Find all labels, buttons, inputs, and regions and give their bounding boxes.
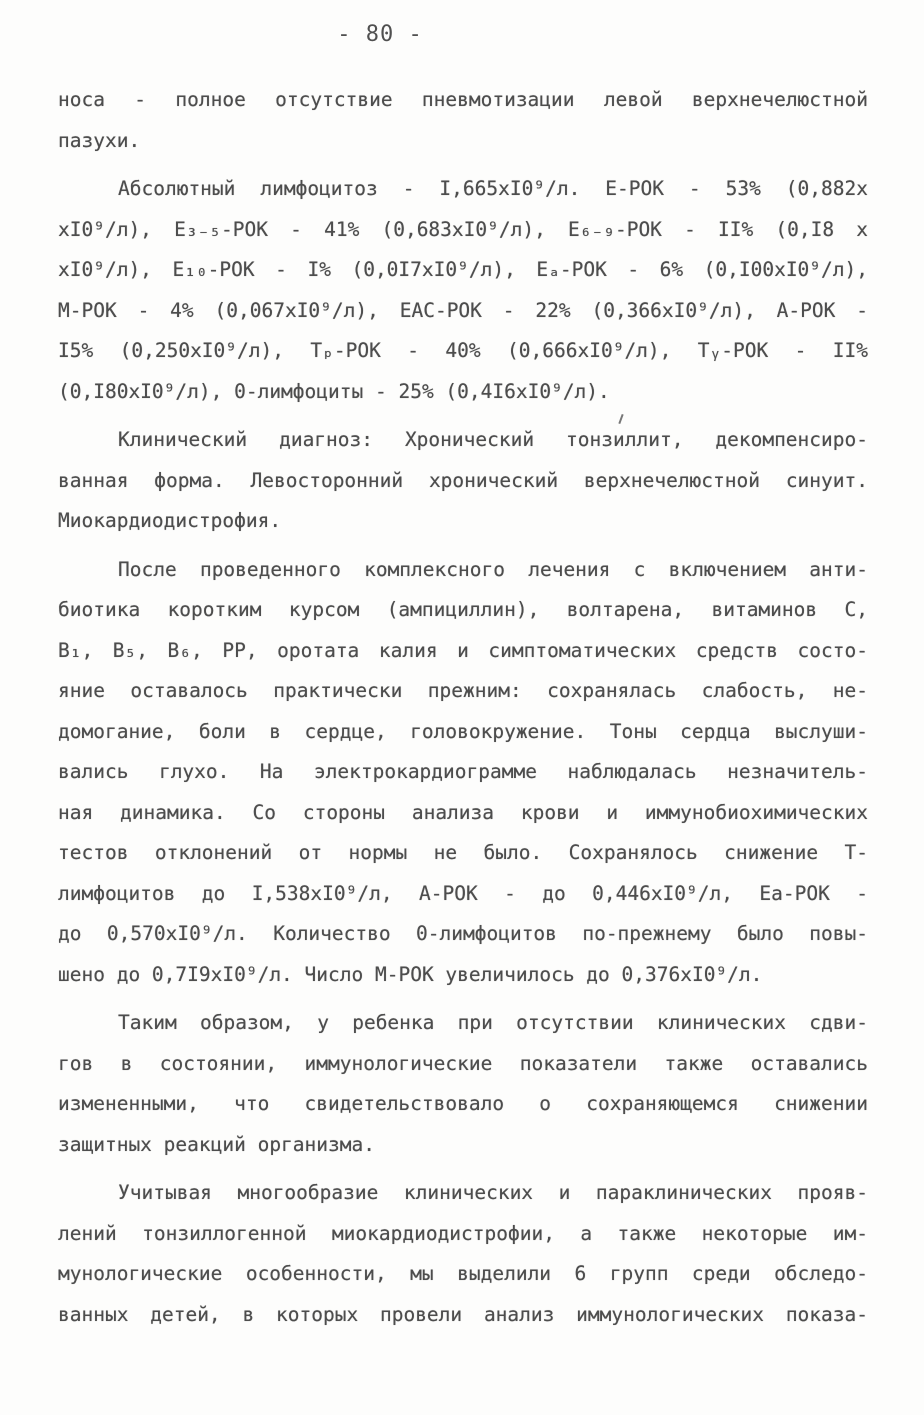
text-line: биотика коротким курсом (ампициллин), волтарена, витаминов С, <box>58 598 868 621</box>
text-line: ванных детей, в которых провели анализ иммунологических показа- <box>58 1302 868 1326</box>
paragraph <box>58 80 868 161</box>
page-number: - 80 - <box>337 22 423 47</box>
paragraph <box>58 1003 868 1165</box>
text-line: измененными, что свидетельствовало о сохраняющемся снижении <box>58 1092 868 1115</box>
paragraph <box>58 550 868 996</box>
text-line: Абсолютный лимфоцитоз - I,665xI0⁹/л. Е-РОК - 53% (0,882x <box>118 177 868 200</box>
text-line: xI0⁹/л), Е₁₀-РОК - I% (0,0I7xI0⁹/л), Еₐ-РОК - 6% (0,I00xI0⁹/л), <box>58 258 868 281</box>
body-text <box>58 80 868 1335</box>
text-line: лений тонзиллогенной миокардиодистрофии, а также некоторые им- <box>58 1221 868 1245</box>
text-line: Клинический диагноз: Хронический тонзиллит, декомпенсиро- <box>118 428 868 451</box>
text-line: xI0⁹/л), Е₃₋₅-РОК - 41% (0,683xI0⁹/л), Е₆₋₉-РОК - II% (0,I8 x <box>58 217 868 241</box>
text-line: до 0,570xI0⁹/л. Количество 0-лимфоцитов по-прежнему было повы- <box>58 922 868 945</box>
text-line: Миокардиодистрофия. <box>58 509 282 532</box>
paragraph <box>58 169 868 412</box>
text-line: I5% (0,250xI0⁹/л), Tₚ-РОК - 40% (0,666xI0⁹/л), Tᵧ-РОК - II% <box>58 339 868 362</box>
text-line: защитных реакций организма. <box>58 1132 375 1156</box>
text-line: Учитывая многообразие клинических и параклинических прояв- <box>118 1181 868 1204</box>
paragraph <box>58 1173 868 1335</box>
text-line: B₁, B₅, B₆, PP, оротата калия и симптоматических средств состо- <box>58 638 868 662</box>
text-line: шено до 0,7I9xI0⁹/л. Число М-РОК увеличилось до 0,376xI0⁹/л. <box>58 962 763 986</box>
text-line: мунологические особенности, мы выделили 6 групп среди обследо- <box>58 1262 868 1285</box>
text-line: М-РОК - 4% (0,067xI0⁹/л), ЕАС-РОК - 22% (0,366xI0⁹/л), А-РОК - <box>58 298 868 322</box>
text-line: ная динамика. Со стороны анализа крови и иммунобиохимических <box>58 800 868 824</box>
text-line: (0,I80xI0⁹/л), 0-лимфоциты - 25% (0,4I6xI0⁹/л). <box>58 379 610 403</box>
text-line: После проведенного комплексного лечения с включением анти- <box>118 557 868 581</box>
text-line: ванная форма. Левосторонний хронический верхнечелюстной синуит. <box>58 468 868 492</box>
text-line: домогание, боли в сердце, головокружение. Тоны сердца выслуши- <box>58 719 868 743</box>
text-line: яние оставалось практически прежним: сохранялась слабость, не- <box>58 679 868 702</box>
text-line: гов в состоянии, иммунологические показатели также оставались <box>58 1051 868 1075</box>
text-line: тестов отклонений от нормы не было. Сохранялось снижение Т- <box>58 841 868 864</box>
text-line: вались глухо. На электрокардиограмме наблюдалась незначитель- <box>58 760 868 783</box>
text-line: лимфоцитов до I,538xI0⁹/л, А-РОК - до 0,446xI0⁹/л, Еа-РОК - <box>58 881 868 905</box>
text-line: носа - полное отсутствие пневмотизации левой верхнечелюстной <box>58 88 868 111</box>
text-line: пазухи. <box>58 128 141 152</box>
paragraph <box>58 420 868 542</box>
text-line: Таким образом, у ребенка при отсутствии клинических сдви- <box>118 1011 868 1034</box>
